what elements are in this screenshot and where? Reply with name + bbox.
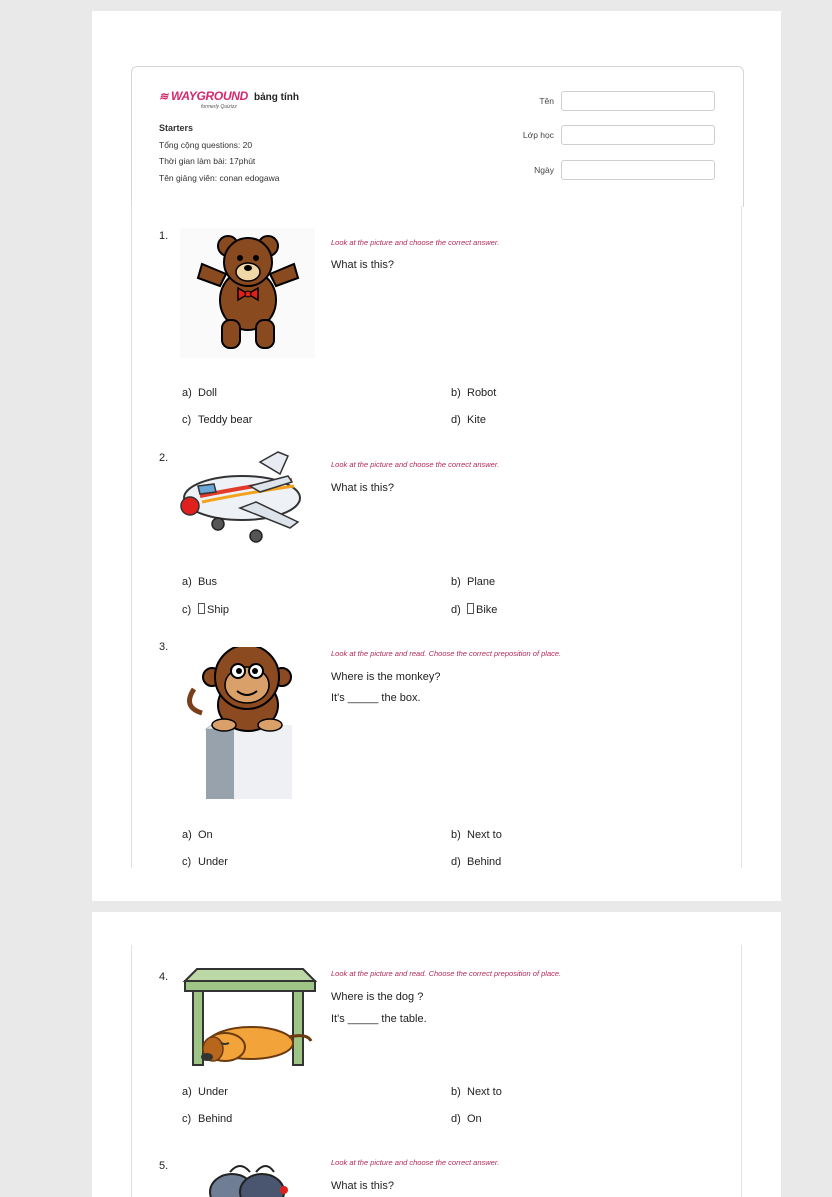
name-label: Tên bbox=[539, 96, 554, 106]
option-b[interactable]: b) Robot bbox=[451, 387, 497, 399]
frame-right bbox=[741, 206, 742, 868]
worksheet-page-1 bbox=[92, 11, 781, 901]
question-number: 5. bbox=[159, 1160, 169, 1172]
total-questions: Tổng cộng questions: 20 bbox=[159, 140, 253, 150]
frame-right bbox=[741, 945, 742, 1197]
worksheet-page-2 bbox=[92, 912, 781, 1197]
option-c[interactable]: c) Behind bbox=[182, 1113, 233, 1125]
sheet-type-label: bảng tính bbox=[254, 92, 299, 103]
option-c[interactable]: c) Under bbox=[182, 856, 228, 868]
worksheet-title: Starters bbox=[159, 123, 194, 133]
question-instruction: Look at the picture and choose the correct answer. bbox=[331, 238, 500, 247]
question-instruction: Look at the picture and choose the correct answer. bbox=[331, 460, 500, 469]
question-text: What is this? bbox=[331, 259, 394, 271]
frame-left bbox=[131, 945, 132, 1197]
option-a[interactable]: a) Bus bbox=[182, 576, 217, 588]
question-number: 1. bbox=[159, 230, 169, 242]
question-sentence: It's _____ the box. bbox=[331, 692, 421, 704]
date-field[interactable] bbox=[561, 160, 715, 180]
wayground-logo: ≋ WAYGROUND bbox=[159, 89, 249, 103]
insect-image bbox=[200, 1162, 300, 1197]
name-field[interactable] bbox=[561, 91, 715, 111]
question-text: What is this? bbox=[331, 482, 394, 494]
option-d[interactable]: d) Bike bbox=[451, 604, 498, 616]
option-a[interactable]: a) Doll bbox=[182, 387, 217, 399]
class-field[interactable] bbox=[561, 125, 715, 145]
time-limit: Thời gian làm bài: 17phút bbox=[159, 156, 256, 166]
option-b[interactable]: b) Next to bbox=[451, 829, 502, 841]
option-c[interactable]: c) Teddy bear bbox=[182, 414, 253, 426]
teacher-name: Tên giảng viên: conan edogawa bbox=[159, 173, 280, 183]
question-text: Where is the dog ? bbox=[331, 991, 424, 1003]
dog-under-table-image bbox=[181, 967, 317, 1069]
worksheet-header bbox=[131, 66, 744, 207]
question-instruction: Look at the picture and read. Choose the correct preposition of place. bbox=[331, 649, 562, 658]
teddy-bear-image bbox=[180, 228, 315, 358]
option-a[interactable]: a) Under bbox=[182, 1086, 228, 1098]
question-number: 3. bbox=[159, 641, 169, 653]
option-d[interactable]: d) On bbox=[451, 1113, 482, 1125]
question-text: Where is the monkey? bbox=[331, 671, 441, 683]
plane-image bbox=[180, 450, 315, 550]
frame-left bbox=[131, 206, 132, 868]
option-d[interactable]: d) Behind bbox=[451, 856, 502, 868]
question-number: 2. bbox=[159, 452, 169, 464]
question-sentence: It's _____ the table. bbox=[331, 1013, 427, 1025]
option-d[interactable]: d) Kite bbox=[451, 414, 486, 426]
option-a[interactable]: a) On bbox=[182, 829, 213, 841]
class-label: Lớp học bbox=[522, 130, 554, 140]
question-instruction: Look at the picture and choose the correct answer. bbox=[331, 1158, 500, 1167]
question-number: 4. bbox=[159, 971, 169, 983]
date-label: Ngày bbox=[534, 165, 554, 175]
question-instruction: Look at the picture and read. Choose the correct preposition of place. bbox=[331, 969, 562, 978]
question-text: What is this? bbox=[331, 1180, 394, 1192]
monkey-on-box-image bbox=[180, 647, 300, 799]
option-c[interactable]: c) Ship bbox=[182, 604, 230, 616]
option-b[interactable]: b) Next to bbox=[451, 1086, 502, 1098]
logo-subtitle: formerly Quizizz bbox=[201, 104, 237, 110]
option-b[interactable]: b) Plane bbox=[451, 576, 496, 588]
